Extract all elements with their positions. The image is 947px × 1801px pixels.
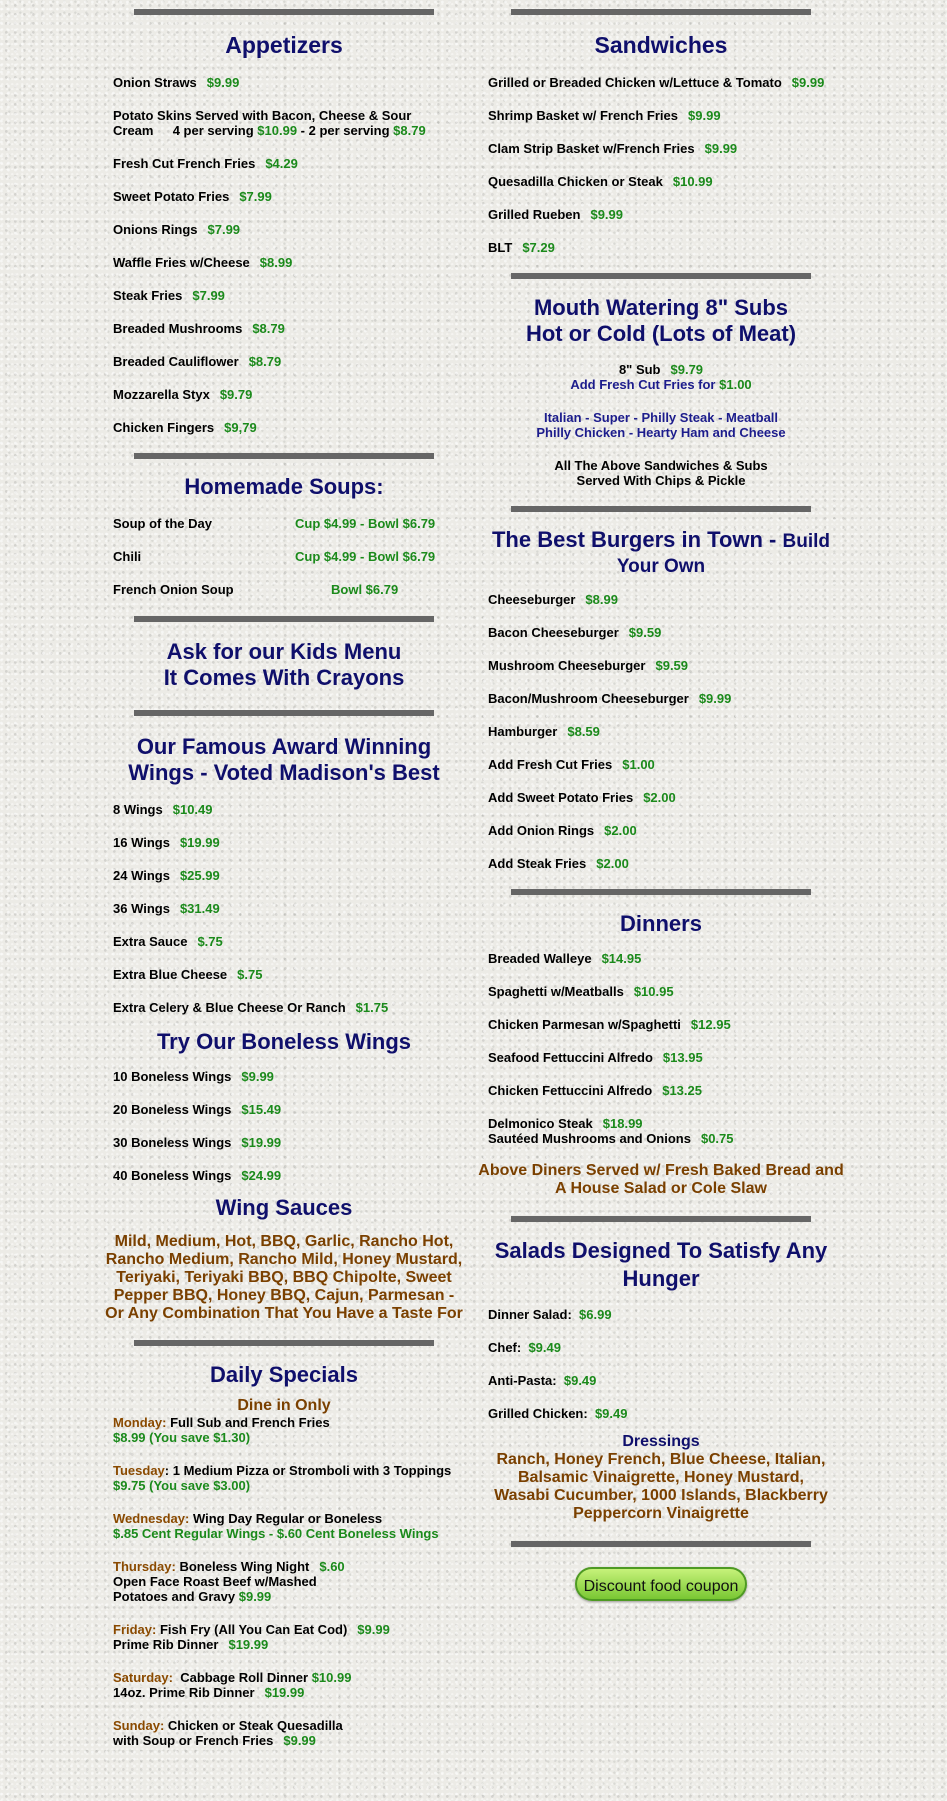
special-saturday xyxy=(113,1670,465,1700)
special-text: Fish Fry (All You Can Eat Cod) xyxy=(159,1621,348,1637)
item-price: $10.99 xyxy=(257,123,298,139)
item-price: $9.99 xyxy=(206,75,240,91)
item-name: Quesadilla Chicken or Steak xyxy=(488,174,663,190)
dinners-note-line: A House Salad or Cole Slaw xyxy=(555,1179,767,1197)
menu-item xyxy=(113,868,465,883)
item-price: $14.95 xyxy=(601,950,642,966)
item-name: Cheeseburger xyxy=(488,592,576,608)
menu-item xyxy=(488,625,844,640)
menu-item xyxy=(488,1373,844,1388)
item-price: $9.99 xyxy=(688,108,721,124)
menu-item xyxy=(488,1406,844,1421)
menu-item xyxy=(488,1116,844,1146)
special-text: Boneless Wing Night xyxy=(179,1558,310,1574)
subs-note xyxy=(478,458,844,488)
item-price: $9.79 xyxy=(219,387,253,403)
menu-item xyxy=(488,174,844,189)
right-column xyxy=(478,0,844,1601)
sauces-line: Pepper BBQ, Honey BBQ, Cajun, Parmesan - xyxy=(113,1286,455,1304)
menu-item xyxy=(113,934,465,949)
item-price: $2.00 xyxy=(596,856,629,872)
special-text: with Soup or French Fries xyxy=(113,1732,274,1748)
sub-types xyxy=(478,410,844,440)
appetizers-title: Appetizers xyxy=(225,32,343,58)
salads-list xyxy=(478,1307,844,1421)
burgers-title-main: The Best Burgers in Town - xyxy=(491,527,777,553)
sub-types-line: Philly Chicken - Hearty Ham and Cheese xyxy=(536,425,786,441)
item-price: $18.99 xyxy=(602,1115,643,1131)
item-price: $8.79 xyxy=(393,123,426,139)
menu-item xyxy=(113,1069,465,1084)
special-text: Prime Rib Dinner xyxy=(113,1636,219,1652)
item-price: $10.95 xyxy=(633,983,674,999)
item-name: Anti-Pasta: xyxy=(488,1372,557,1388)
special-monday xyxy=(113,1415,465,1445)
menu-item xyxy=(113,549,465,564)
item-price: $1.75 xyxy=(355,999,389,1015)
item-name: Chicken Fettuccini Alfredo xyxy=(488,1082,653,1098)
item-name: Chicken Fingers xyxy=(113,420,215,436)
item-price: Cup $4.99 - Bowl $6.79 xyxy=(295,549,436,565)
item-price: $12.95 xyxy=(690,1016,731,1032)
specials-subtitle: Dine in Only xyxy=(237,1396,331,1414)
item-price: $10.99 xyxy=(672,174,713,190)
item-price: $8.79 xyxy=(252,321,285,337)
menu-item xyxy=(113,354,465,369)
dressings-line: Wasabi Cucumber, 1000 Islands, Blackberry xyxy=(494,1486,828,1504)
menu-item xyxy=(113,516,465,531)
menu-item xyxy=(488,984,844,999)
menu-item xyxy=(113,108,465,138)
item-price: $31.49 xyxy=(179,900,220,916)
item-price: $7.29 xyxy=(522,240,555,256)
special-price: $19.99 xyxy=(264,1684,305,1700)
item-name: Fresh Cut French Fries xyxy=(113,156,256,172)
item-name: 4 per serving xyxy=(172,123,254,139)
special-friday xyxy=(113,1622,465,1652)
sandwiches-list xyxy=(478,75,844,255)
dressings-list xyxy=(478,1451,844,1523)
menu-item xyxy=(488,1340,844,1355)
divider xyxy=(134,1340,434,1346)
menu-item xyxy=(488,75,844,90)
divider xyxy=(511,889,811,895)
special-thursday xyxy=(113,1559,465,1604)
item-name: - 2 per serving xyxy=(300,123,390,139)
item-name: Extra Blue Cheese xyxy=(113,966,228,982)
day-label: Saturday: xyxy=(113,1669,173,1685)
item-price: $8.99 xyxy=(585,592,618,608)
soups-title: Homemade Soups: xyxy=(184,474,384,500)
menu-item xyxy=(488,1307,844,1322)
addon-price: $1.00 xyxy=(719,377,752,393)
special-text: Open Face Roast Beef w/Mashed xyxy=(113,1573,317,1589)
item-name: Grilled Rueben xyxy=(488,207,581,223)
kids-line-2: It Comes With Crayons xyxy=(163,665,405,691)
dinners-note xyxy=(478,1162,844,1198)
sauces-list xyxy=(103,1233,465,1323)
item-name: Soup of the Day xyxy=(113,516,212,532)
item-price: $9.59 xyxy=(628,625,662,641)
item-price: $8.79 xyxy=(248,354,282,370)
menu-item xyxy=(113,1135,465,1150)
item-name: 10 Boneless Wings xyxy=(113,1068,232,1084)
subs-title xyxy=(478,295,844,347)
item-name: 8 Wings xyxy=(113,801,163,817)
subs-note-line: All The Above Sandwiches & Subs xyxy=(554,458,768,474)
menu-item xyxy=(113,582,465,597)
special-price: $19.99 xyxy=(228,1636,269,1652)
item-name: Potato Skins Served with Bacon, Cheese & Sour xyxy=(113,108,412,124)
item-price: $.75 xyxy=(197,933,223,949)
item-name: Grilled or Breaded Chicken w/Lettuce & Tomato xyxy=(488,75,782,91)
menu-item xyxy=(488,1050,844,1065)
menu-item xyxy=(113,967,465,982)
item-price: $15.49 xyxy=(241,1101,282,1117)
burgers-title-sub: Build Your Own xyxy=(616,531,830,578)
divider xyxy=(134,616,434,622)
day-label: Monday: xyxy=(113,1414,167,1430)
item-price: $8.59 xyxy=(567,724,600,740)
menu-item xyxy=(113,255,465,270)
special-price: $8.99 (You save $1.30) xyxy=(113,1429,251,1445)
special-price: $9.99 xyxy=(238,1588,272,1604)
menu-item xyxy=(488,951,844,966)
salads-title-line-2: Hunger xyxy=(622,1265,700,1291)
wings-title xyxy=(103,734,465,786)
item-price: $25.99 xyxy=(179,867,220,883)
item-price: $.75 xyxy=(237,966,263,982)
item-name: Add Steak Fries xyxy=(488,856,587,872)
item-name: BLT xyxy=(488,240,513,256)
discount-coupon-button[interactable]: Discount food coupon xyxy=(575,1567,747,1601)
sub-price: $9.79 xyxy=(670,362,704,378)
sauces-title: Wing Sauces xyxy=(215,1194,353,1220)
item-price: $6.99 xyxy=(579,1306,612,1322)
subs-note-line: Served With Chips & Pickle xyxy=(576,473,746,489)
sub-label: 8" Sub xyxy=(618,362,661,378)
item-name: Bacon/Mushroom Cheeseburger xyxy=(488,691,689,707)
item-name: French Onion Soup xyxy=(113,582,234,598)
dressings-title: Dressings xyxy=(622,1432,700,1450)
special-wednesday xyxy=(113,1511,465,1541)
special-text: Wing Day Regular or Boneless xyxy=(192,1510,383,1526)
menu-item xyxy=(113,288,465,303)
special-text: Full Sub and French Fries xyxy=(170,1414,330,1430)
dressings-line: Ranch, Honey French, Blue Cheese, Italian, xyxy=(496,1450,826,1468)
dinners-note-line: Above Diners Served w/ Fresh Baked Bread and xyxy=(478,1161,844,1179)
sauces-line: Rancho Medium, Rancho Mild, Honey Mustard, xyxy=(105,1250,463,1268)
item-price: $4.29 xyxy=(265,156,298,172)
item-name: Hamburger xyxy=(488,724,558,740)
menu-item xyxy=(113,420,465,435)
appetizers-list xyxy=(103,75,465,435)
item-price: $13.25 xyxy=(662,1082,702,1098)
item-price: $7.99 xyxy=(239,189,272,205)
special-price: $9.99 xyxy=(283,1732,316,1748)
special-price: $9.75 (You save $3.00) xyxy=(113,1477,251,1493)
special-text: : 1 Medium Pizza or Stromboli with 3 Toppings xyxy=(164,1462,452,1478)
subs-title-line-2: Hot or Cold (Lots of Meat) xyxy=(525,321,797,347)
item-name: 24 Wings xyxy=(113,867,170,883)
item-price: $1.00 xyxy=(622,757,655,773)
sauces-line: Or Any Combination That You Have a Taste For xyxy=(105,1304,463,1322)
boneless-list xyxy=(103,1069,465,1183)
item-name: Breaded Cauliflower xyxy=(113,354,239,370)
addon-label: Add Fresh Cut Fries for xyxy=(570,377,716,393)
divider xyxy=(511,9,811,15)
menu-item xyxy=(488,141,844,156)
menu-item xyxy=(488,823,844,838)
menu-item xyxy=(113,1168,465,1183)
item-name: Bacon Cheeseburger xyxy=(488,625,619,641)
burgers-list xyxy=(478,592,844,871)
burgers-title xyxy=(478,528,844,578)
item-price: $9.49 xyxy=(594,1405,628,1421)
item-price: $9.99 xyxy=(791,75,825,91)
special-price: $.85 Cent Regular Wings - $.60 Cent Boneless Wings xyxy=(113,1525,439,1541)
item-name: Breaded Walleye xyxy=(488,950,592,966)
item-name: Grilled Chicken: xyxy=(488,1405,588,1421)
salads-title-line-1: Salads Designed To Satisfy Any xyxy=(494,1237,828,1263)
item-name: Add Fresh Cut Fries xyxy=(488,757,613,773)
menu-item xyxy=(113,802,465,817)
special-sunday xyxy=(113,1718,465,1748)
sauces-line: Teriyaki, Teriyaki BBQ, BBQ Chipolte, Sweet xyxy=(116,1268,452,1286)
item-price: $7.99 xyxy=(207,222,241,238)
dressings-line: Peppercorn Vinaigrette xyxy=(573,1504,749,1522)
salads-title xyxy=(478,1237,844,1293)
item-price: $24.99 xyxy=(241,1167,282,1183)
menu-item xyxy=(113,75,465,90)
menu-item xyxy=(113,189,465,204)
item-name: Onion Straws xyxy=(113,75,197,91)
special-price: $9.99 xyxy=(357,1621,390,1637)
item-price: $9.59 xyxy=(655,658,689,674)
menu-item xyxy=(488,1017,844,1032)
menu-item xyxy=(488,790,844,805)
item-name: Shrimp Basket w/ French Fries xyxy=(488,108,679,124)
divider xyxy=(134,453,434,459)
item-name: Chili xyxy=(113,549,142,565)
item-name: Onions Rings xyxy=(113,222,198,238)
special-text: Cabbage Roll Dinner xyxy=(180,1669,309,1685)
menu-item xyxy=(113,321,465,336)
item-name: Extra Celery & Blue Cheese Or Ranch xyxy=(113,999,346,1015)
item-price: $19.99 xyxy=(179,834,220,850)
menu-item xyxy=(488,691,844,706)
specials-title: Daily Specials xyxy=(210,1361,358,1387)
special-text: 14oz. Prime Rib Dinner xyxy=(113,1684,255,1700)
wings-title-line-2: Wings - Voted Madison's Best xyxy=(128,759,440,785)
item-name: 20 Boneless Wings xyxy=(113,1101,232,1117)
item-price: $9,79 xyxy=(224,420,257,436)
item-name: Breaded Mushrooms xyxy=(113,321,243,337)
sauces-line: Mild, Medium, Hot, BBQ, Garlic, Rancho Hot, xyxy=(114,1232,454,1250)
dressings-line: Balsamic Vinaigrette, Honey Mustard, xyxy=(517,1468,804,1486)
item-name: 16 Wings xyxy=(113,834,170,850)
item-price: $9.99 xyxy=(698,691,732,707)
item-name: 40 Boneless Wings xyxy=(113,1167,232,1183)
sandwiches-title: Sandwiches xyxy=(594,32,728,58)
item-price: $13.95 xyxy=(662,1049,703,1065)
special-price: $10.99 xyxy=(311,1669,352,1685)
menu-item xyxy=(113,222,465,237)
item-price: $2.00 xyxy=(643,790,676,806)
item-price: $9.99 xyxy=(704,141,738,157)
item-name: Steak Fries xyxy=(113,288,183,304)
day-label: Thursday: xyxy=(113,1558,176,1574)
item-name: Mozzarella Styx xyxy=(113,387,210,403)
menu-item xyxy=(113,1000,465,1015)
item-price: Cup $4.99 - Bowl $6.79 xyxy=(295,516,436,532)
divider xyxy=(511,1216,811,1222)
item-price: $10.49 xyxy=(172,801,213,817)
menu-item xyxy=(488,207,844,222)
divider xyxy=(134,710,434,716)
menu-item xyxy=(488,757,844,772)
subs-title-line-1: Mouth Watering 8" Subs xyxy=(533,295,789,321)
item-name: Chicken Parmesan w/Spaghetti xyxy=(488,1016,681,1032)
kids-menu-heading xyxy=(103,639,465,691)
menu-item xyxy=(113,835,465,850)
divider xyxy=(134,9,434,15)
item-price: $9.99 xyxy=(241,1068,274,1084)
item-name: Seafood Fettuccini Alfredo xyxy=(488,1049,653,1065)
menu-item xyxy=(113,901,465,916)
divider xyxy=(511,1541,811,1547)
item-price: $19.99 xyxy=(241,1134,282,1150)
item-name: Dinner Salad: xyxy=(488,1306,572,1322)
item-price: $2.00 xyxy=(604,823,637,839)
item-name: 36 Wings xyxy=(113,900,170,916)
divider xyxy=(511,506,811,512)
special-text: Chicken or Steak Quesadilla xyxy=(167,1717,343,1733)
dinners-title: Dinners xyxy=(620,911,702,937)
item-name: Chef: xyxy=(488,1339,522,1355)
boneless-title: Try Our Boneless Wings xyxy=(156,1028,412,1054)
soups-list xyxy=(103,516,465,597)
item-name: Waffle Fries w/Cheese xyxy=(113,255,250,271)
menu-item xyxy=(488,856,844,871)
item-name: Spaghetti w/Meatballs xyxy=(488,983,624,999)
menu-item xyxy=(488,658,844,673)
sub-types-line: Italian - Super - Philly Steak - Meatball xyxy=(543,410,779,426)
left-column xyxy=(103,0,465,1748)
item-name: Add Sweet Potato Fries xyxy=(488,790,634,806)
item-price: $8.99 xyxy=(259,255,293,271)
item-name: Add Onion Rings xyxy=(488,823,595,839)
menu-item xyxy=(113,1102,465,1117)
item-name: Cream xyxy=(113,123,154,139)
item-name: 30 Boneless Wings xyxy=(113,1134,232,1150)
divider xyxy=(511,273,811,279)
item-name: Sweet Potato Fries xyxy=(113,189,230,205)
kids-line-1: Ask for our Kids Menu xyxy=(166,639,402,665)
sub-price-block xyxy=(478,362,844,392)
item-name: Delmonico Steak xyxy=(488,1115,593,1131)
menu-item xyxy=(113,156,465,171)
item-price: $0.75 xyxy=(700,1130,734,1146)
item-name: Mushroom Cheeseburger xyxy=(488,658,646,674)
day-label: Wednesday: xyxy=(113,1510,190,1526)
item-price: $9.49 xyxy=(528,1339,561,1355)
item-price: $7.99 xyxy=(192,288,225,304)
wings-list xyxy=(103,802,465,1015)
item-price: $9.49 xyxy=(563,1372,597,1388)
special-tuesday xyxy=(113,1463,465,1493)
menu-item xyxy=(488,240,844,255)
day-label: Friday: xyxy=(113,1621,157,1637)
day-label: Tuesday xyxy=(113,1462,165,1478)
menu-item xyxy=(113,387,465,402)
special-price: $.60 xyxy=(319,1558,345,1574)
item-price: $9.99 xyxy=(590,207,624,223)
dinners-list xyxy=(478,951,844,1146)
special-text: Potatoes and Gravy xyxy=(113,1588,236,1604)
item-name: Clam Strip Basket w/French Fries xyxy=(488,141,695,157)
menu-item xyxy=(488,1083,844,1098)
menu-item xyxy=(488,724,844,739)
menu-item xyxy=(488,108,844,123)
menu-item xyxy=(488,592,844,607)
wings-title-line-1: Our Famous Award Winning xyxy=(136,733,432,759)
item-name: Extra Sauce xyxy=(113,933,188,949)
item-name: Sautéed Mushrooms and Onions xyxy=(488,1130,691,1146)
item-price: Bowl $6.79 xyxy=(331,582,399,598)
day-label: Sunday: xyxy=(113,1717,165,1733)
